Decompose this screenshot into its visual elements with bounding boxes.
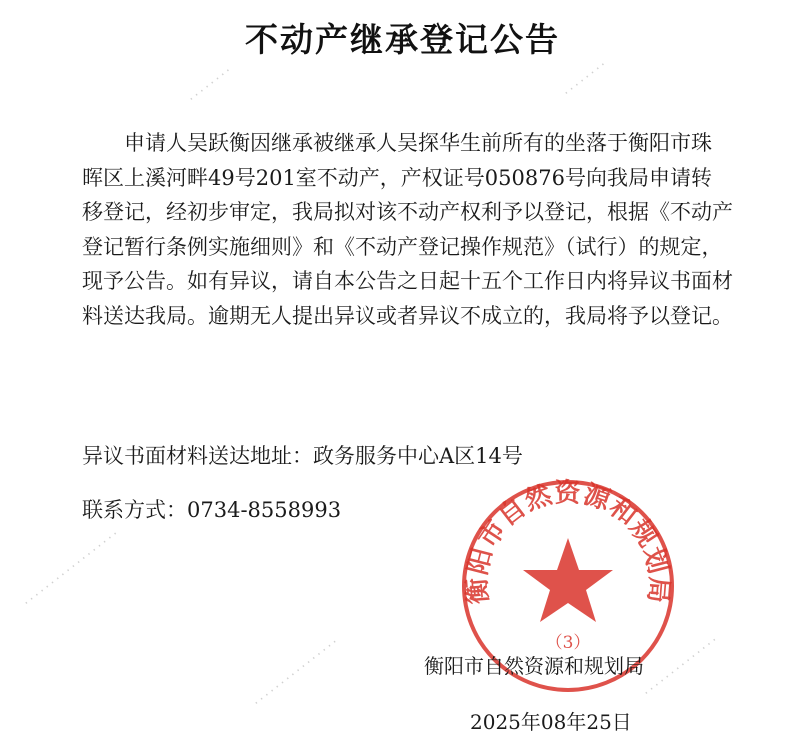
watermark: ·············· [640,632,722,701]
body-line: 登记暂行条例实施细则》和《不动产登记操作规范》（试行）的规定， [82,234,723,259]
watermark: ········ [560,57,610,101]
notice-body [82,126,772,333]
issue-date: 2025年08年25日 [470,710,632,734]
watermark: ·················· [20,526,122,611]
watermark: ········ [185,63,235,107]
objection-address: 异议书面材料送达地址：政务服务中心A区14号 [82,444,523,468]
seal-star-icon [523,538,613,622]
watermark: ················ [250,634,342,711]
body-line: 现予公告。如有异议，请自本公告之日起十五个工作日内将异议书面材 [82,269,733,293]
body-line: 晖区上溪河畔49号201室不动产，产权证号050876号向我局申请转 [82,165,712,190]
seal-arc-text: 衡阳市自然资源和规划局 [462,478,674,606]
page-title: 不动产继承登记公告 [245,20,560,59]
body-line: 移登记，经初步审定，我局拟对该不动产权利予以登记，根据《不动产 [82,200,733,224]
issuer-name: 衡阳市自然资源和规划局 [424,654,644,678]
seal-number: （3） [545,633,591,653]
contact-phone: 联系方式：0734-8558993 [82,498,342,522]
body-line: 申请人吴跃衡因继承被继承人吴探华生前所有的坐落于衡阳市珠 [82,131,712,155]
body-line: 料送达我局。逾期无人提出异议或者异议不成立的，我局将予以登记。 [82,303,733,328]
